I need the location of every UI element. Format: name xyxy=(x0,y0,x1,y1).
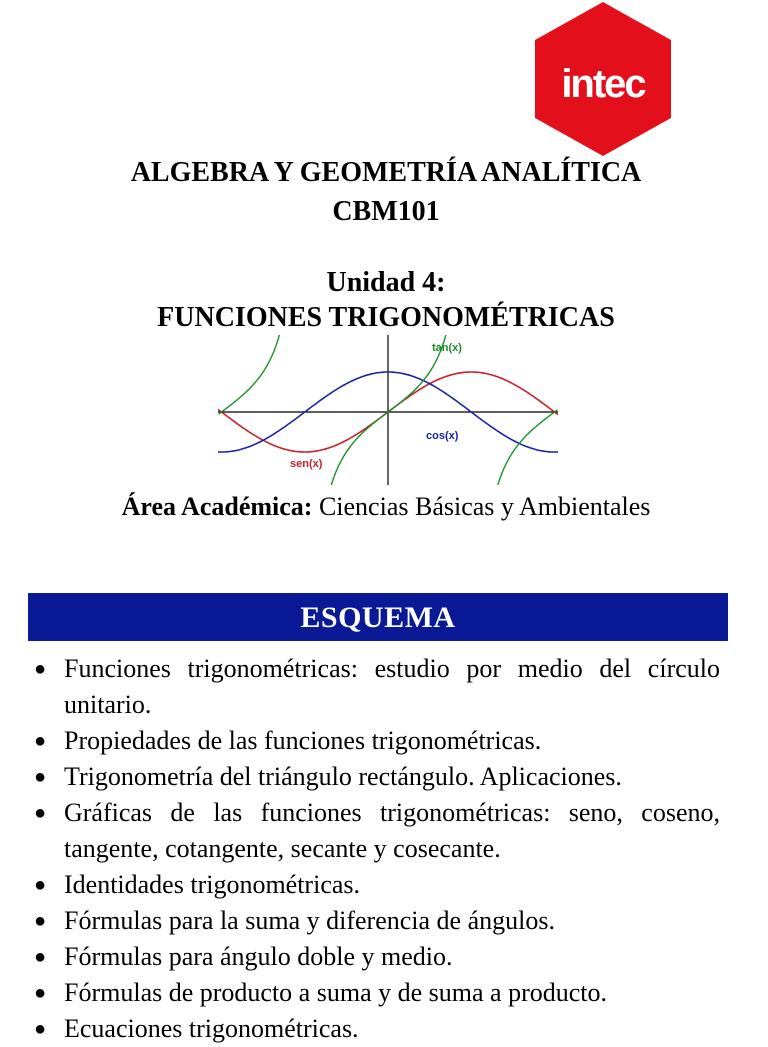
schema-item xyxy=(28,903,720,939)
schema-item-text: Fórmulas de producto a suma y de suma a producto. xyxy=(64,978,607,1007)
schema-item xyxy=(28,723,720,759)
academic-area-label: Área Académica: xyxy=(121,492,313,521)
bullet-icon: ● xyxy=(34,910,47,932)
schema-item xyxy=(28,759,720,795)
academic-area-value: Ciencias Básicas y Ambientales xyxy=(318,492,651,521)
bullet-icon: ● xyxy=(34,766,47,788)
schema-item xyxy=(28,651,720,723)
academic-area xyxy=(0,491,768,523)
tan-curve-branch xyxy=(219,335,282,414)
unit-label: Unidad 4: xyxy=(326,267,446,298)
schema-item-text: Identidades trigonométricas. xyxy=(64,870,361,899)
course-title: ALGEBRA Y GEOMETRÍA ANALÍTICA xyxy=(130,157,642,188)
schema-item-text: Gráficas de las funciones trigonométricas: seno, coseno, tangente, cotangente, secante y cosecante. xyxy=(64,798,720,863)
tan-label: tan(x) xyxy=(432,342,462,354)
bullet-icon: ● xyxy=(34,658,47,680)
schema-item-text: Funciones trigonométricas: estudio por medio del círculo unitario. xyxy=(64,654,720,719)
schema-item-text: Ecuaciones trigonométricas. xyxy=(64,1014,359,1043)
schema-banner: ESQUEMA xyxy=(28,593,728,641)
bullet-icon: ● xyxy=(34,1018,47,1040)
bullet-icon: ● xyxy=(34,730,47,752)
schema-item xyxy=(28,975,720,1011)
bullet-icon: ● xyxy=(34,982,47,1004)
schema-list xyxy=(28,651,720,1047)
bullet-icon: ● xyxy=(34,946,47,968)
schema-item-text: Fórmulas para ángulo doble y medio. xyxy=(64,942,453,971)
intec-logo xyxy=(533,2,673,156)
sen-label: sen(x) xyxy=(290,458,323,470)
logo-text: intec xyxy=(561,62,645,106)
schema-item-text: Propiedades de las funciones trigonométricas. xyxy=(64,726,542,755)
schema-item xyxy=(28,867,720,903)
bullet-icon: ● xyxy=(34,874,47,896)
schema-item-text: Trigonometría del triángulo rectángulo. Aplicaciones. xyxy=(64,762,622,791)
bullet-icon: ● xyxy=(34,802,47,824)
trig-functions-graph xyxy=(218,335,558,485)
tan-curve-branch xyxy=(496,410,558,485)
cos-label: cos(x) xyxy=(426,430,459,442)
schema-item xyxy=(28,1011,720,1047)
course-code: CBM101 xyxy=(332,196,440,227)
unit-title: FUNCIONES TRIGONOMÉTRICAS xyxy=(157,302,615,333)
schema-item xyxy=(28,795,720,867)
schema-item-text: Fórmulas para la suma y diferencia de ángulos. xyxy=(64,906,555,935)
schema-item xyxy=(28,939,720,975)
